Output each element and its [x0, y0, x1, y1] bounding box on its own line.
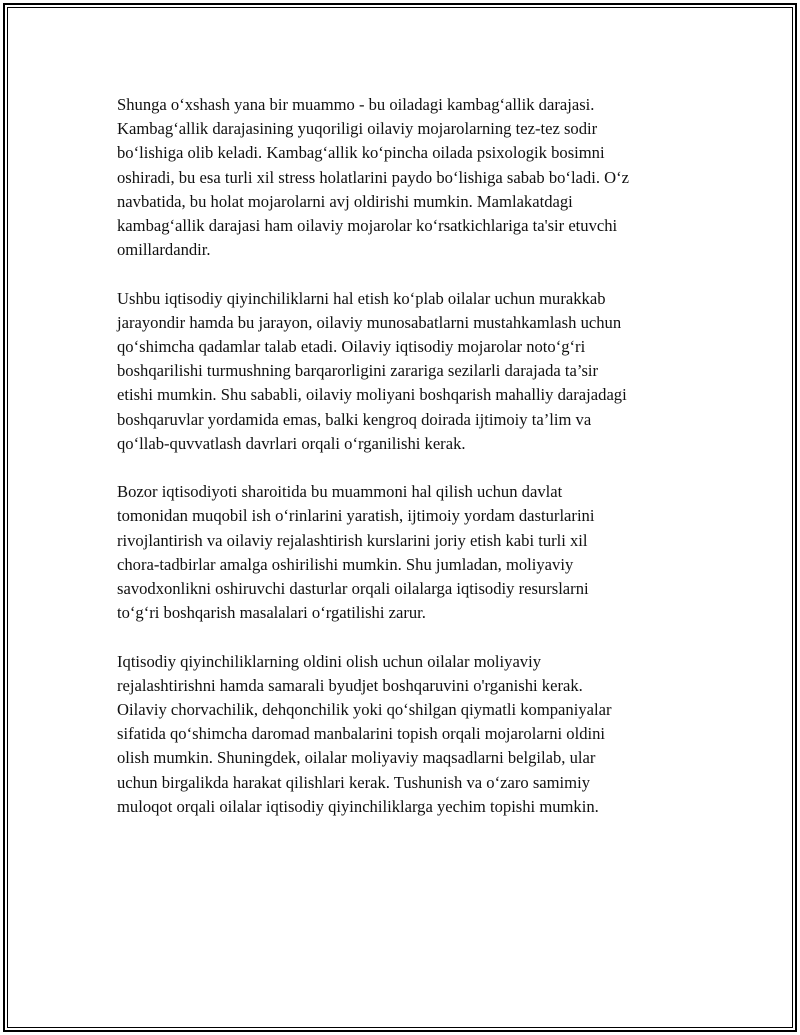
- text-line: muloqot orqali oilalar iqtisodiy qiyinchiliklarga yechim topishi mumkin.: [117, 796, 599, 816]
- text-line: tomonidan muqobil ish o‘rinlarini yaratish, ijtimoiy yordam dasturlarini: [117, 506, 595, 526]
- text-line: etishi mumkin. Shu sababli, oilaviy moliyani boshqarish mahalliy darajadagi: [117, 385, 627, 405]
- paragraph-2: [117, 287, 717, 456]
- text-line: Shunga o‘xshash yana bir muammo - bu oiladagi kambag‘allik darajasi.: [117, 95, 595, 114]
- text-line: oshiradi, bu esa turli xil stress holatlarini paydo bo‘lishiga sabab bo‘ladi. O‘z: [117, 167, 629, 187]
- text-line: olish mumkin. Shuningdek, oilalar moliyaviy maqsadlarni belgilab, ular: [117, 748, 596, 768]
- paragraph-4: [117, 650, 717, 819]
- text-line: Ushbu iqtisodiy qiyinchiliklarni hal etish ko‘plab oilalar uchun murakkab: [117, 288, 606, 308]
- text-line: navbatida, bu holat mojarolarni avj oldirishi mumkin. Mamlakatdagi: [117, 191, 573, 211]
- document-body: [117, 93, 717, 843]
- text-line: Oilaviy chorvachilik, dehqonchilik yoki qo‘shilgan qiymatli kompaniyalar: [117, 700, 612, 720]
- text-line: jarayondir hamda bu jarayon, oilaviy munosabatlarni mustahkamlash uchun: [117, 312, 622, 332]
- paragraph-3: [117, 480, 717, 625]
- text-line: uchun birgalikda harakat qilishlari kerak. Tushunish va o‘zaro samimiy: [117, 772, 590, 792]
- text-line: Iqtisodiy qiyinchiliklarning oldini olish uchun oilalar moliyaviy: [117, 651, 542, 671]
- text-line: omillardandir.: [117, 240, 211, 260]
- text-line: boshqarilishi turmushning barqarorligini zarariga sezilarli darajada ta’sir: [117, 361, 599, 381]
- text-line: Bozor iqtisodiyoti sharoitida bu muammoni hal qilish uchun davlat: [117, 482, 563, 502]
- text-line: kambag‘allik darajasi ham oilaviy mojarolar ko‘rsatkichlariga ta'sir etuvchi: [117, 216, 618, 236]
- text-line: rivojlantirish va oilaviy rejalashtirish kurslarini joriy etish kabi turli xil: [117, 530, 588, 550]
- paragraph-1: [117, 93, 717, 262]
- text-line: boshqaruvlar yordamida emas, balki kengroq doirada ijtimoiy ta’lim va: [117, 409, 592, 429]
- text-line: Kambag‘allik darajasining yuqoriligi oilaviy mojarolarning tez-tez sodir: [117, 119, 598, 139]
- text-line: savodxonlikni oshiruvchi dasturlar orqali oilalarga iqtisodiy resurslarni: [117, 579, 589, 599]
- text-line: sifatida qo‘shimcha daromad manbalarini topish orqali mojarolarni oldini: [117, 724, 606, 744]
- text-line: chora-tadbirlar amalga oshirilishi mumkin. Shu jumladan, moliyaviy: [117, 554, 574, 574]
- text-line: qo‘shimcha qadamlar talab etadi. Oilaviy iqtisodiy mojarolar noto‘g‘ri: [117, 337, 586, 357]
- text-line: to‘g‘ri boshqarish masalalari o‘rgatilishi zarur.: [117, 603, 426, 623]
- text-line: bo‘lishiga olib keladi. Kambag‘allik ko‘pincha oilada psixologik bosimni: [117, 143, 605, 163]
- text-line: qo‘llab-quvvatlash davrlari orqali o‘rganilishi kerak.: [117, 433, 466, 453]
- text-line: rejalashtirishni hamda samarali byudjet boshqaruvini o'rganishi kerak.: [117, 675, 583, 695]
